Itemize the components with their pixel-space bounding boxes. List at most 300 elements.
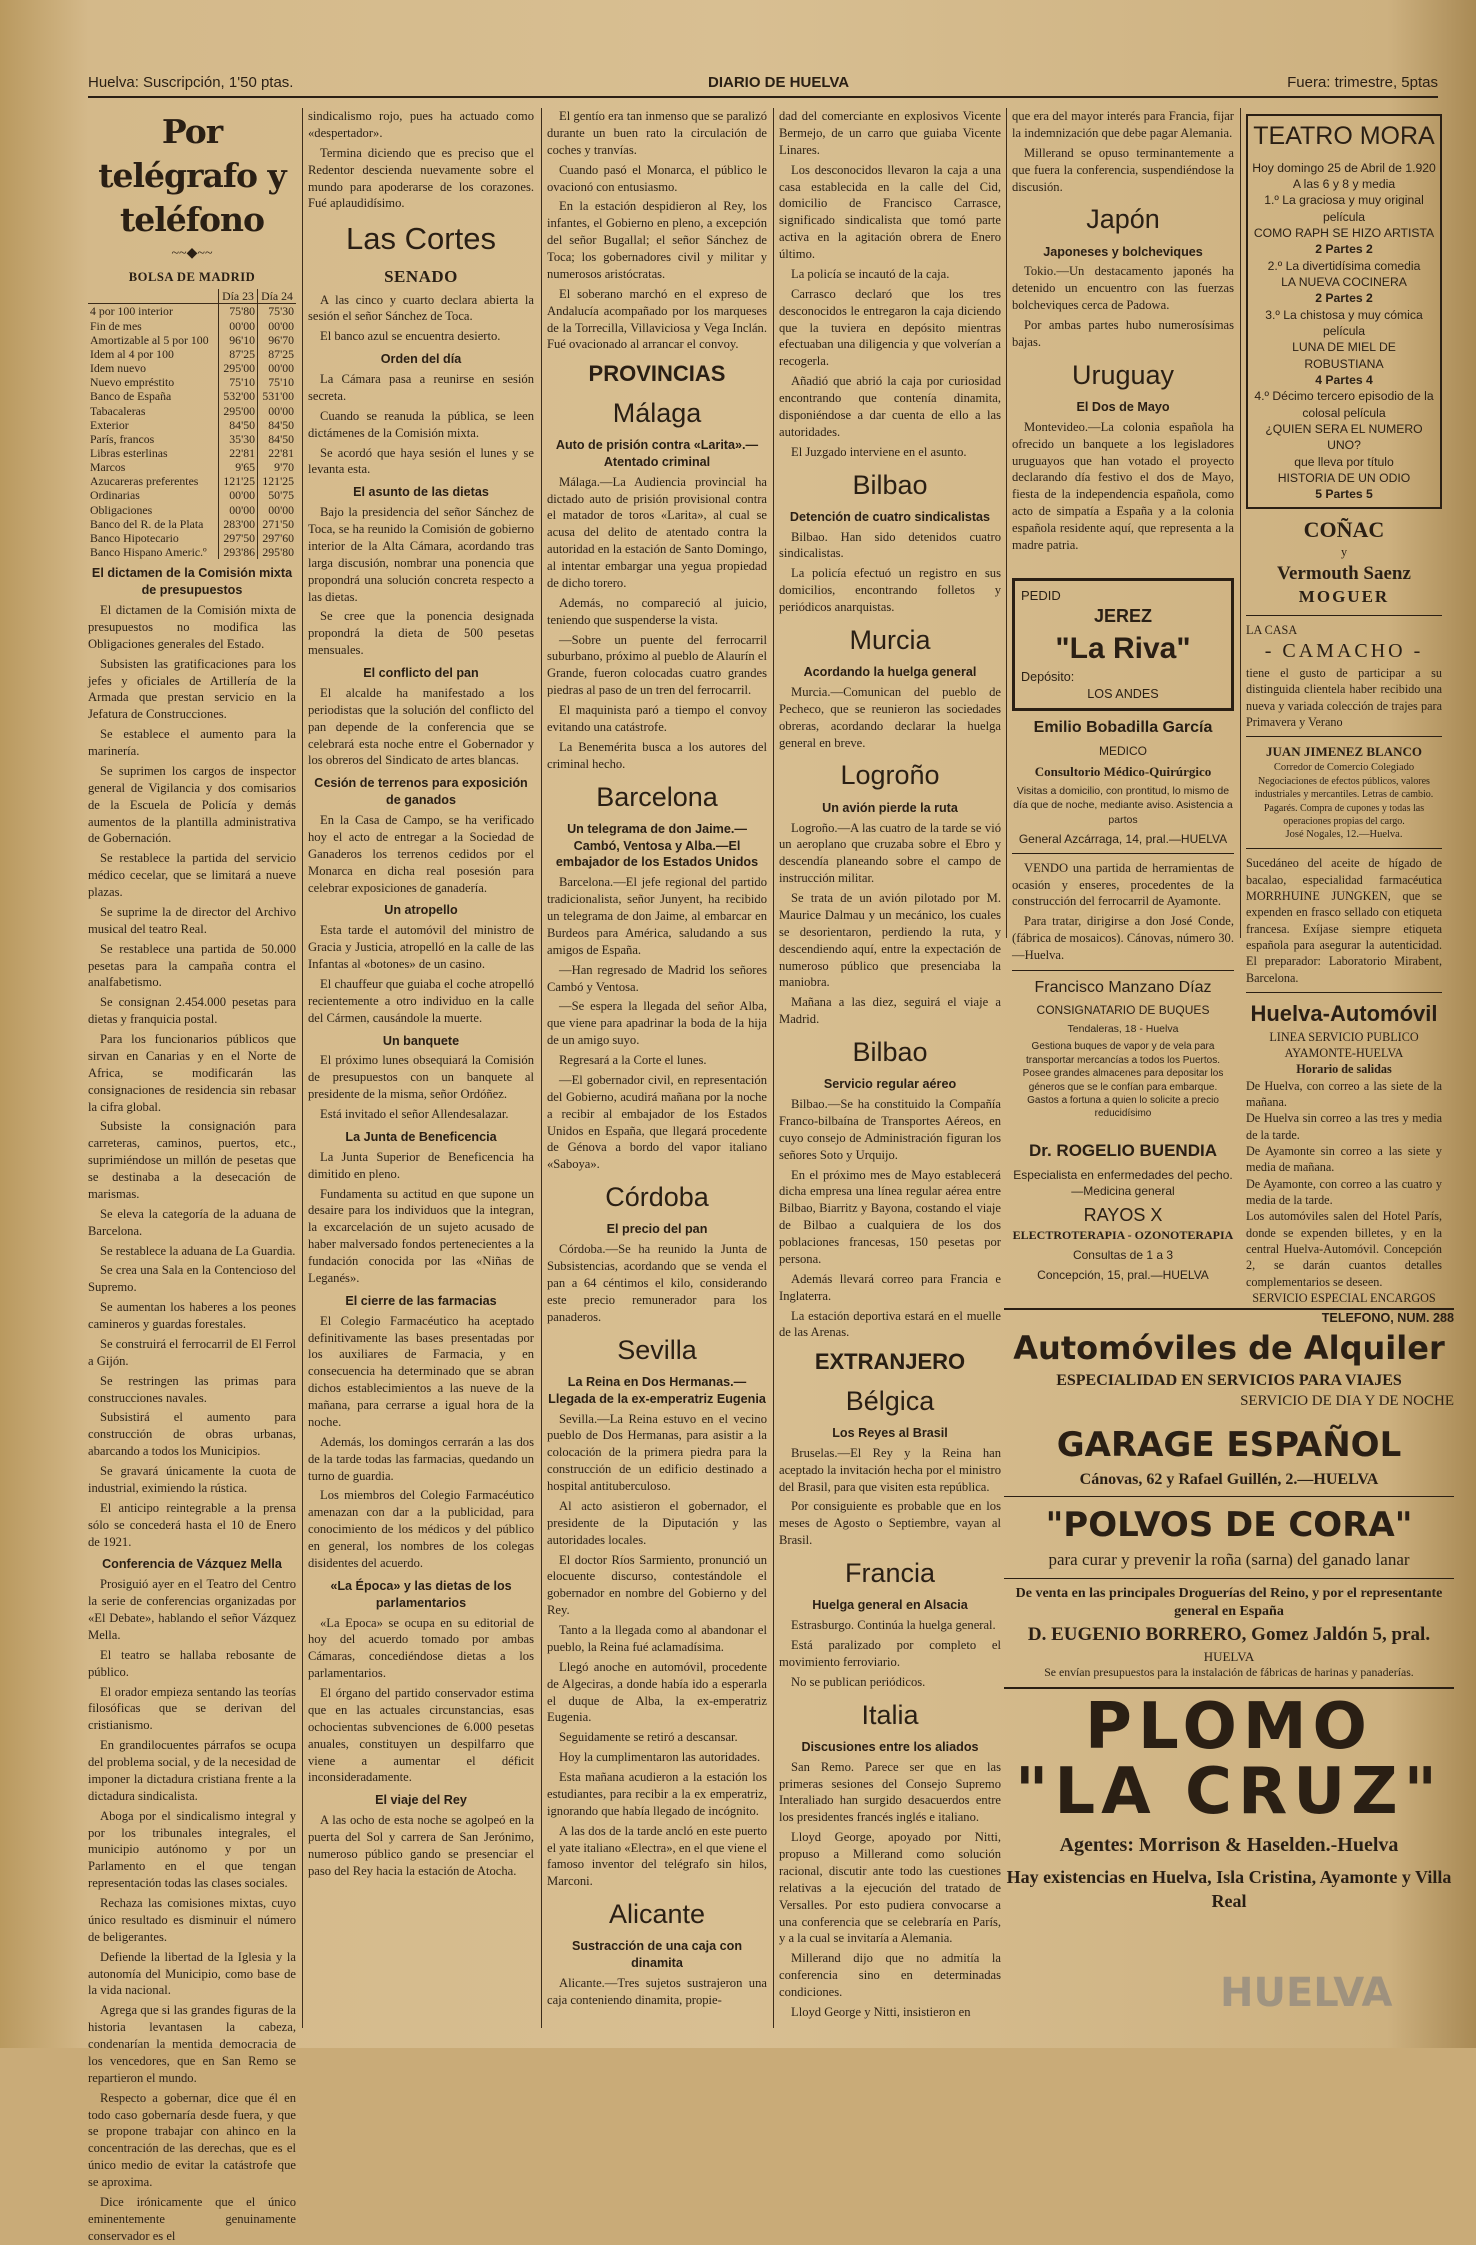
article-paragraph: Bajo la presidencia del señor Sánchez de Toca, se ha reunido la Comisión de gobierno interior de la Alta Cámara, acordando tras larga discusión, nombrar una ponencia que propondrá una solución concreta respecto a las dietas.	[308, 505, 534, 604]
article-paragraph: Respecto a gobernar, dice que él en todo caso gobernaría desde fuera, y que se propone trabajar con ahinco en la concentración de las derechas, que es el único medio de evitar la catástrofe que se aproxima.	[88, 2090, 296, 2189]
text-line: Hay existencias en Huelva, Isla Cristina, Ayamonte y Villa Real	[1006, 1866, 1452, 1911]
text-line: Cánovas, 62 y Rafael Guillén, 2.—HUELVA	[1079, 1470, 1379, 1488]
city-title: Bilbao	[852, 469, 928, 500]
teatro-ad	[1246, 114, 1442, 509]
archive-stamp: HUELVA	[1220, 1970, 1393, 2016]
article-paragraph: El alcalde ha manifestado a los periodistas que la solución del conflicto del pan depende de la conferencia que se celebrará esta noche entre el Gobernador y los obreros del Sindicato de artes blancas.	[308, 685, 534, 768]
text-line: LA CASA	[1246, 622, 1298, 637]
section-cortes: Las Cortes	[346, 221, 496, 257]
article-paragraph: —Se espera la llegada del señor Alba, que viene para apadrinar la boda de la hija de un amigo suyo.	[547, 999, 767, 1048]
headline: El cierre de las farmacias	[345, 1293, 497, 1308]
text-line: D. EUGENIO BORRERO, Gomez Jaldón 5, pral.	[1027, 1624, 1431, 1646]
article-paragraph: Está invitado el señor Allendesalazar.	[320, 1107, 509, 1122]
senado-title: SENADO	[384, 266, 458, 286]
bolsa-row	[88, 418, 296, 432]
text-line: HISTORIA DE UN ODIO	[1277, 471, 1411, 486]
headline: El asunto de las dietas	[353, 485, 489, 500]
text-line: LA NUEVA COCINERA	[1281, 274, 1407, 289]
text-line: 9'70	[258, 460, 296, 474]
article-paragraph: Mañana a las diez, seguirá el viaje a Madrid.	[779, 995, 1001, 1027]
text-line: Gestiona buques de vapor y de vela para transportar mercancías a todos los Puertos. Posee grandes almacenes para depositar los géneros que se le confían para embarque. Gastos a fortuna a quien lo solicite a precio reducidísimo	[1022, 1041, 1224, 1120]
column-2	[308, 108, 534, 2028]
column-5-ads	[1012, 572, 1234, 1120]
masthead-right: Fuera: trimestre, 5ptas	[1287, 74, 1438, 91]
article-paragraph: El soberano marchó en el expreso de Andalucía acompañado por los marqueses de la Torrecilla, Villaviciosa y Vega Inclán. Fué ovacionado al arrancar el convoy.	[547, 286, 767, 352]
text-line: "POLVOS DE CORA"	[1045, 1505, 1413, 1546]
text-line: Dr. ROGELIO BUENDIA	[1029, 1141, 1217, 1160]
city-title: Barcelona	[596, 781, 718, 812]
article-paragraph: A las ocho de esta noche se agolpeó en la puerta del Sol y carrera de San Jerónimo, numeroso público gando se presenciar el paso del Rey hacia la estación de Atocha.	[308, 1813, 534, 1878]
article-paragraph: Se crea una Sala en la Contencioso del Supremo.	[88, 1263, 296, 1295]
text-line: General Azcárraga, 14, pral.—HUELVA	[1018, 831, 1228, 846]
article-paragraph: Además, no compareció al juicio, teniendo que suspenderse la vista.	[547, 595, 767, 627]
article-paragraph: Aboga por el sindicalismo integral y por los tribunales integrales, el municipio autónomo y por un Parlamento en el que tengan representación todas las clases sociales.	[88, 1808, 296, 1891]
article-paragraph: —Han regresado de Madrid los señores Cambó y Ventosa.	[547, 962, 767, 994]
text-line: Automóviles de Alquiler	[1013, 1328, 1445, 1367]
text-line: Amortizable al 5 por 100	[90, 332, 209, 347]
headline: La Reina en Dos Hermanas.—Llegada de la ex-emperatriz Eugenia	[548, 1374, 766, 1406]
article-paragraph: Subsisten las gratificaciones para los jefes y oficiales de Artillería de la Armada que prestan servicio en la Jefatura de Construcciones.	[88, 656, 296, 722]
text-line: PLOMO	[1085, 1689, 1373, 1764]
text-line: 4 por 100 interior	[90, 304, 173, 319]
bolsa-row	[88, 460, 296, 474]
text-line: 9'65	[219, 460, 258, 474]
article-paragraph: Córdoba.—Se ha reunido la Junta de Subsistencias, acordando que se venda el pan a 64 céntimos el kilo, considerando este precio remunerador para los panaderos.	[547, 1242, 767, 1324]
text-line: Idem al 4 por 100	[90, 346, 174, 361]
text-line: LUNA DE MIEL DE ROBUSTIANA	[1292, 340, 1396, 371]
headline: Acordando la huelga general	[803, 665, 977, 680]
text-line: TELEFONO, NUM. 288	[1004, 1308, 1454, 1327]
text-line: París, francos	[90, 431, 155, 446]
text-line: 96'70	[258, 333, 296, 347]
headline: «La Época» y las dietas de los parlamentarios	[330, 1578, 512, 1610]
article-paragraph: Sevilla.—La Reina estuvo en el vecino pueblo de Dos Hermanas, para asistir a la colocación de la primera piedra para la construcción de un edificio destinado a hospital antituberculoso.	[547, 1411, 767, 1494]
article-paragraph: Se eleva la categoría de la aduana de Barcelona.	[88, 1206, 296, 1238]
article-paragraph: —Sobre un puente del ferrocarril suburbano, próximo al pueblo de Alaurín el Grande, fueron colocadas cuatro grandes piedras al paso de un tren del ferrocarril.	[547, 632, 767, 698]
text-line: Los automóviles salen del Hotel París, donde se expenden billetes, y en la central Huelva-Automóvil. Concepción 2, se darán cuantos detalles complementarios se deseen.	[1246, 1209, 1442, 1289]
text-line: MOGUER	[1298, 586, 1390, 606]
text-line: LOS ANDES	[1087, 686, 1159, 701]
text-line: 531'00	[258, 389, 296, 403]
article-paragraph: En grandilocuentes párrafos se ocupa del problema social, y de la necesidad de imponer la dictadura cristiana frente a la dictadura sindicalista.	[88, 1738, 296, 1803]
bolsa-row	[88, 545, 296, 559]
masthead-center: DIARIO DE HUELVA	[708, 74, 850, 91]
article-paragraph: Por consiguiente es probable que en los meses de Agosto o Septiembre, vayan al Brasil.	[779, 1499, 1001, 1548]
bolsa-row	[88, 446, 296, 460]
article-paragraph: La policía efectuó un registro en sus domicilios, encontrando folletos y periódicos anarquistas.	[779, 566, 1001, 615]
text-line: 00'00	[258, 503, 296, 517]
article-paragraph: El anticipo reintegrable a la prensa sólo se concederá hasta el 10 de Enero de 1921.	[88, 1500, 296, 1549]
text-line: Fin de mes	[90, 318, 142, 333]
text-line: Idem nuevo	[90, 361, 147, 376]
bottom-right-ads	[1004, 1308, 1454, 2038]
masthead-left: Huelva: Suscripción, 1'50 ptas.	[88, 74, 294, 91]
article-paragraph: Para los funcionarios públicos que sirvan en Canarias y en el Norte de Africa, se modificarán las consignaciones de residencia sin rebasar la cifra global.	[88, 1032, 296, 1114]
headline: Orden del día	[380, 352, 462, 367]
text-line: 3.º La chistosa y muy cómica película	[1265, 307, 1423, 338]
article-paragraph: Agrega que si las grandes figuras de la historia levantasen la cabeza, condenarían la mentida democracia de los vencedores, que en San Remo se repartieron el mundo.	[88, 2003, 296, 2085]
text-line: A las 6 y 8 y media	[1292, 176, 1396, 191]
headline: La Junta de Beneficencia	[345, 1129, 497, 1144]
text-line: GARAGE ESPAÑOL	[1056, 1425, 1402, 1466]
text-line: JEREZ	[1093, 606, 1153, 627]
article-paragraph: Se trata de un avión pilotado por M. Maurice Dalmau y un mecánico, los cuales se desorientaron, perdiendo la ruta, y descendiendo aquí, entre la expectación de numeroso público que presenciaba la maniobra.	[779, 891, 1001, 990]
article-paragraph: El gentío era tan inmenso que se paralizó durante un buen rato la circulación de coches y tranvías.	[547, 109, 767, 157]
text-line: TEATRO MORA	[1253, 122, 1435, 150]
text-line: tiene el gusto de participar a su distinguida clientela haber recibido una nueva y variada colección de trajes para Primavera y Verano	[1246, 665, 1442, 729]
article-paragraph: Se restablece la partida del servicio médico cecelar, que se limitará a nueve plazas.	[88, 851, 296, 899]
text-line: JUAN JIMENEZ BLANCO	[1265, 744, 1422, 760]
bolsa-row	[88, 347, 296, 361]
city-title: Logroño	[840, 760, 940, 791]
text-line: Concepción, 15, pral.—HUELVA	[1037, 1268, 1209, 1283]
article-paragraph: Al acto asistieron el gobernador, el presidente de la Diputación y las autoridades locales.	[547, 1498, 767, 1547]
article-paragraph: Cuando se reanuda la pública, se leen dictámenes de la Comisión mixta.	[308, 408, 534, 440]
city-title: Bilbao	[852, 1037, 928, 1068]
text-line: 75'80	[219, 304, 258, 319]
section-provincias: PROVINCIAS	[588, 361, 726, 387]
column-1	[88, 108, 296, 2243]
article-paragraph: El chauffeur que guiaba el coche atropelló recientemente a otro individuo en la calle del Cármen, causándole la muerte.	[308, 976, 534, 1025]
text-line: Se envían presupuestos para la instalación de fábricas de harinas y panaderías.	[1044, 1664, 1414, 1679]
article-paragraph: El próximo lunes obsequiará la Comisión de presupuestos con un banquete al presidente de la misma, señor Ordóñez.	[308, 1053, 534, 1102]
text-line: 00'00	[219, 503, 258, 517]
headline: El conflicto del pan	[363, 666, 479, 681]
text-line: 2.º La divertidísima comedia	[1267, 258, 1421, 273]
bolsa-title: BOLSA DE MADRID	[128, 270, 256, 285]
article-paragraph: Tanto a la llegada como al abandonar el pueblo, la Reina fué aclamadísima.	[547, 1623, 767, 1654]
article-paragraph: Se construirá el ferrocarril de El Ferrol a Gijón.	[88, 1336, 296, 1368]
text-line: De Huelva sin correo a las tres y media de la tarde.	[1246, 1111, 1442, 1142]
article-paragraph: Se establece el aumento para la marinería.	[88, 727, 296, 758]
text-line: Sucedáneo del aceite de hígado de bacalao, especialidad farmacéutica MORRHUINE JUNGKEN, que se expenden en frasco sellado con etiqueta francesa. Exíjase siempre etiqueta española para asegurar la autenticidad. El preparador: Laboratorio Mirabent, Barcelona.	[1246, 856, 1442, 985]
headline: Auto de prisión contra «Larita».—Atentado criminal	[555, 437, 759, 469]
article-paragraph: Subsistirá el aumento para construcción de obras urbanas, abarcando a todos los Municipios.	[88, 1410, 296, 1459]
article-paragraph: Regresará a la Corte el lunes.	[559, 1053, 707, 1068]
text-line: CONSIGNATARIO DE BUQUES	[1036, 1003, 1210, 1018]
bolsa-row	[88, 531, 296, 545]
article-paragraph: Seguidamente se retiró a descansar.	[559, 1730, 738, 1745]
article-paragraph: Rechaza las comisiones mixtas, cuyo único resultado es disminuir el número de beligerantes.	[88, 1896, 296, 1944]
bolsa-row	[88, 319, 296, 333]
article-paragraph: San Remo. Parece ser que en las primeras sesiones del Consejo Supremo Interaliado han surgido desacuerdos entre los presidentes francés inglés e italiano.	[779, 1759, 1001, 1825]
bolsa-row	[88, 404, 296, 418]
text-line: 297'60	[258, 531, 296, 545]
text-line: Azucareras preferentes	[90, 474, 199, 489]
article-paragraph: Esta mañana acudieron a la estación los estudiantes, para recibir a la ex emperatriz, ignorando que había llegado de incógnito.	[547, 1770, 767, 1818]
article-paragraph: Hoy la cumplimentaron las autoridades.	[559, 1750, 761, 1765]
headline: Discusiones entre los aliados	[801, 1739, 979, 1754]
text-line: y	[1340, 545, 1348, 560]
text-line: Emilio Bobadilla García	[1033, 719, 1213, 737]
text-line: AYAMONTE-HUELVA	[1284, 1045, 1404, 1060]
article-paragraph: Cuando pasó el Monarca, el público le ovacionó con entusiasmo.	[547, 162, 767, 194]
article-paragraph: que era del mayor interés para Francia, fijar la indemnización que debe pagar Alemania.	[1012, 109, 1234, 140]
bolsa-row	[88, 333, 296, 347]
text-line: Tabacaleras	[90, 403, 146, 418]
article-paragraph: dad del comerciante en explosivos Vicente Bermejo, de un carro que guiaba Vicente Linares.	[779, 109, 1001, 157]
bolsa-row	[88, 432, 296, 446]
article-paragraph: Esta tarde el automóvil del ministro de Gracia y Justicia, atropelló en la calle de las Infantas al «botones» de un casino.	[308, 923, 534, 972]
article-paragraph: Fundamenta su actitud en que supone un desaire para los individuos que la integran, la excarcelación de un sujeto acusado de haber malversado fondos pertenecientes a la fundación conocida por las «Niñas de Leganés».	[308, 1186, 534, 1285]
article-paragraph: En la Casa de Campo, se ha verificado hoy el acto de entregar a la Sociedad de Ganaderos los terrenos cedidos por el Monarca en dicha real posesión para celebrar exposiciones de ganadería.	[308, 813, 534, 895]
article-paragraph: Millerand se opuso terminantemente a que fuera la conferencia, suspendiéndose la discusión.	[1012, 145, 1234, 194]
text-line: Agentes: Morrison & Haselden.-Huelva	[1059, 1833, 1399, 1856]
text-line: RAYOS X	[1083, 1204, 1163, 1225]
text-line: ¿QUIEN SERA EL NUMERO UNO?	[1265, 422, 1423, 453]
article-paragraph: VENDO una partida de herramientas de ocasión y enseres, procedentes de la construcción del ferrocarril de Ayamonte.	[1012, 860, 1234, 909]
article-paragraph: Se restringen las primas para construcciones navales.	[88, 1373, 296, 1405]
headline: Detención de cuatro sindicalistas	[789, 509, 991, 524]
text-line: Banco Hipotecario	[90, 530, 179, 545]
text-line: que lleva por título	[1294, 454, 1394, 469]
article-paragraph: En el próximo mes de Mayo establecerá dicha empresa una línea regular aérea entre Bilbao, Biarritz y Bayona, costando el viaje de Bilbao a cualquiera de los dos poblaciones francesas, 150 pesetas por persona.	[779, 1167, 1001, 1266]
article-paragraph: Estrasburgo. Continúa la huelga general.	[791, 1618, 996, 1633]
headline: Servicio regular aéreo	[823, 1077, 957, 1092]
headline: Un avión pierde la ruta	[822, 800, 958, 815]
text-line: MEDICO	[1099, 743, 1147, 758]
article-paragraph: El doctor Ríos Sarmiento, pronunció un elocuente discurso, contestándole el gobernador en nombre del Gobierno y del Rey.	[547, 1552, 767, 1618]
text-line: 00'00	[258, 361, 296, 375]
bolsa-row	[88, 503, 296, 517]
text-line: Marcos	[90, 460, 126, 475]
text-line: 00'00	[258, 319, 296, 333]
text-line: - CAMACHO -	[1264, 640, 1424, 663]
article-paragraph: Los miembros del Colegio Farmacéutico amenazan con dar a la publicidad, para conocimiento de los médicos y del público en general, los nombres de los colegas disidentes del acuerdo.	[308, 1488, 534, 1570]
city-title: Japón	[1086, 204, 1160, 235]
article-paragraph: Dice irónicamente que el único eminentemente genuinamente conservador es el	[88, 2194, 296, 2243]
text-line: Consultorio Médico-Quirúrgico	[1034, 763, 1212, 779]
article-paragraph: sindicalismo rojo, pues ha actuado como «despertador».	[308, 109, 534, 140]
article-paragraph: Prosiguió ayer en el Teatro del Centro la serie de conferencias organizadas por «El Debate», hablando el señor Vázquez Mella.	[88, 1577, 296, 1642]
text-line: 87'25	[258, 347, 296, 361]
article-paragraph: Para tratar, dirigirse a don José Conde, (fábrica de mosaicos). Cánovas, número 30.—Huelva.	[1012, 914, 1234, 963]
headline: El precio del pan	[606, 1222, 708, 1237]
headline: Un banquete	[382, 1033, 460, 1048]
text-line: De Huelva, con correo a las siete de la mañana.	[1246, 1078, 1442, 1109]
bolsa-row	[88, 389, 296, 403]
article-paragraph: La Junta Superior de Beneficencia ha dimitido en pleno.	[308, 1149, 534, 1181]
text-line: Vermouth Saenz	[1277, 562, 1411, 584]
article-paragraph: Además, los domingos cerrarán a las dos de la tarde todas las farmacias, quedando un turno de guardia.	[308, 1434, 534, 1483]
article-paragraph: El maquinista paró a tiempo el convoy evitando una catástrofe.	[547, 703, 767, 734]
headline: Japoneses y bolcheviques	[1043, 244, 1203, 259]
text-line: 4 Partes 4	[1315, 372, 1373, 387]
text-line: Visitas a domicilio, con prontitud, lo mismo de día que de noche, mediante aviso. Asistencia a partos	[1013, 785, 1233, 826]
article-paragraph: Añadió que abrió la caja por curiosidad encontrando que contenía dinamita, disponiéndose a dar cuenta de ello a las autoridades.	[779, 374, 1001, 439]
article-paragraph: Además llevará correo para Francia e Inglaterra.	[779, 1271, 1001, 1303]
city-title: Sevilla	[617, 1334, 697, 1365]
text-line: Nuevo empréstito	[90, 375, 175, 390]
bolsa-row	[88, 304, 296, 319]
text-line: Consultas de 1 a 3	[1072, 1248, 1174, 1263]
text-line: 295'80	[258, 545, 296, 559]
article-paragraph: —El gobernador civil, en representación del Gobierno, acudirá mañana por la noche a recibir al embajador de los Estados Unidos en España, que llegará procedente de Génova a bordo del vapor italiano «Saboya».	[547, 1072, 767, 1172]
text-line: 297'50	[219, 531, 258, 545]
article-paragraph: Bilbao. Han sido detenidos cuatro sindicalistas.	[779, 529, 1001, 561]
text-line: 22'81	[258, 446, 296, 460]
text-line: 295'00	[219, 404, 258, 418]
text-line: 50'75	[258, 488, 296, 502]
headline: Los Reyes al Brasil	[832, 1425, 948, 1440]
article-paragraph: Tokio.—Un destacamento japonés ha detenido un encuentro con las fuerzas bolcheviques cerca de Padowa.	[1012, 264, 1234, 313]
article-paragraph: Alicante.—Tres sujetos sustrajeron una caja conteniendo dinamita, propie-	[547, 1976, 767, 2007]
text-line: Especialista en enfermedades del pecho.—Medicina general	[1013, 1167, 1233, 1198]
text-line: Ordinarias	[90, 488, 140, 503]
article-paragraph: La policía se incautó de la caja.	[791, 266, 950, 281]
section-title: Por telégrafo y teléfono	[98, 112, 286, 240]
article-paragraph: Se restablece la aduana de La Guardia.	[100, 1243, 296, 1258]
headline: El viaje del Rey	[375, 1793, 467, 1808]
article-paragraph: El órgano del partido conservador estima que en las actuales circunstancias, esas ochocientas subvenciones de 6.000 pesetas anuales, constituyen un despilfarro que viene a aumentar el déficit inconsideradamente.	[308, 1686, 534, 1785]
city-title: Málaga	[612, 397, 702, 428]
article-paragraph: Los desconocidos llevaron la caja a una casa establecida en la calle del Cid, domicilio de Francisco Carrasce, significado sindicalista que tomó parte activa en la agitación obrera de Enero último.	[779, 162, 1001, 261]
article-paragraph: Se consignan 2.454.000 pesetas para dietas y franquicia postal.	[88, 995, 296, 1027]
article-paragraph: Se acordó que haya sesión el lunes y se levanta esta.	[308, 445, 534, 477]
column-3	[547, 108, 767, 2028]
article-paragraph: A las cinco y cuarto declara abierta la sesión el señor Sánchez de Toca.	[308, 292, 534, 324]
text-line: 84'50	[219, 418, 258, 432]
city-title: Bélgica	[845, 1385, 935, 1416]
article-paragraph: Lloyd George, apoyado por Nitti, propuso a Millerand como solución racional, discutir ante todo las cuestiones relativas a la ejecución del tratado de Versalles. Por esto pudiera convocarse a una conferencia que se celebraría en París, y a la cual se invitaría a Alemania.	[779, 1830, 1001, 1946]
article-paragraph: Llegó anoche en automóvil, procedente de Algeciras, a donde había ido a esperarla el duque de Alba, la ex-emperatriz Eugenia.	[547, 1659, 767, 1725]
text-line: 2 Partes 2	[1315, 291, 1373, 306]
bolsa-table	[88, 289, 296, 559]
text-line: 121'25	[219, 474, 258, 488]
text-line: Huelva-Automóvil	[1250, 1001, 1438, 1027]
text-line: 2 Partes 2	[1315, 242, 1373, 257]
text-line: 75'10	[258, 375, 296, 389]
article-paragraph: El banco azul se encuentra desierto.	[320, 329, 501, 344]
column-4	[779, 108, 1001, 2028]
article-paragraph: Bruselas.—El Rey y la Reina han aceptado la invitación hecha por el ministro del Brasil, para que visiten esta república.	[779, 1445, 1001, 1494]
headline: Cesión de terrenos para exposición de ganados	[314, 776, 528, 808]
text-line: 35'30	[219, 432, 258, 446]
text-line: Libras esterlinas	[90, 446, 168, 460]
text-line: 00'00	[219, 488, 258, 502]
headline: Un atropello	[384, 903, 458, 918]
text-line: SERVICIO DE DIA Y DE NOCHE	[1240, 1393, 1454, 1410]
masthead	[88, 70, 1438, 98]
text-line: Día 24	[258, 289, 296, 304]
text-line: PEDID	[1021, 588, 1061, 603]
article-paragraph: Se aumentan los haberes a los peones camineros y guardas forestales.	[88, 1300, 296, 1331]
text-line: 22'81	[219, 446, 258, 460]
bolsa-row	[88, 517, 296, 531]
article-paragraph: No se publican periódicos.	[791, 1674, 926, 1689]
text-line: "La Riva"	[1055, 631, 1191, 665]
article-paragraph: Millerand dijo que no admitía la conferencia sino en determinadas condiciones.	[779, 1951, 1001, 2000]
text-line: Hoy domingo 25 de Abril de 1.920	[1252, 160, 1436, 175]
text-line: Día 23	[219, 289, 258, 304]
article-paragraph: Por ambas partes hubo numerosísimas bajas.	[1012, 318, 1234, 349]
bolsa-row	[88, 488, 296, 502]
article-paragraph: «La Epoca» se ocupa en su editorial de hoy del acuerdo tomado por ambas Cámaras, concediéndose dietas a los parlamentarios.	[308, 1615, 534, 1681]
city-title: Uruguay	[1071, 359, 1175, 390]
article-paragraph: El Colegio Farmacéutico ha aceptado definitivamente las bases presentadas por los auxiliares de Farmacia, y en consecuencia ha determinado que se abran dichos establecimientos a las nueve de la mañana, para cerrarse a igual hora de la noche.	[308, 1313, 534, 1429]
text-line: 96'10	[219, 333, 258, 347]
headline: Un telegrama de don Jaime.—Cambó, Ventosa y Alba.—El embajador de los Estados Unidos	[555, 821, 759, 870]
text-line: 84'50	[258, 432, 296, 446]
article-paragraph: Se cree que la ponencia designada propondrá la dieta de 500 pesetas mensuales.	[308, 609, 534, 658]
text-line: "LA CRUZ"	[1015, 1754, 1443, 1829]
article-paragraph: En la estación despidieron al Rey, los infantes, el Gobierno en pleno, a excepción del señor Bugallal; el señor Sánchez de Toca; los gobernadores civil y militar y numerosos aristócratas.	[547, 199, 767, 281]
headline: El Dos de Mayo	[1076, 399, 1170, 414]
text-line: HUELVA	[1203, 1648, 1255, 1664]
article-paragraph: Bilbao.—Se ha constituido la Compañía Franco-bilbaína de Transportes Aéreos, en cuyo consejo de Administración figuran los señores Soto y Urquijo.	[779, 1097, 1001, 1162]
article-paragraph: Logroño.—A las cuatro de la tarde se vió un aeroplano que cruzaba sobre el Ebro y descendía planeando sobre el campo de instrucción militar.	[779, 820, 1001, 886]
text-line: 84'50	[258, 418, 296, 432]
article-paragraph: Murcia.—Comunican del pueblo de Pecheco, que se reunieron las sociedades obreras, acordando declarar la huelga general en breve.	[779, 684, 1001, 750]
article-paragraph: Subsiste la consignación para carreteras, caminos, puertos, etc., suprimiéndose un millón de pesetas que se destinaba a la desecación de marismas.	[88, 1119, 296, 1201]
text-line: COMO RAPH SE HIZO ARTISTA	[1253, 225, 1435, 240]
headline: Huelga general en Alsacia	[812, 1598, 968, 1613]
text-line: 271'50	[258, 517, 296, 531]
article-paragraph: Carrasco declaró que los tres desconocidos le entregaron la caja diciendo que la tuviera en depósito mientras efectuaban una diligencia y que volverían a recogerla.	[779, 286, 1001, 369]
article-paragraph: Montevideo.—La colonia española ha ofrecido un banquete a los legisladores uruguayos que han votado el proyecto declarando día festivo el dos de Mayo, fiesta de la independencia española, como acto de simpatía a España y a la colonia española residente aquí, que representa a la madre patria.	[1012, 419, 1234, 552]
text-line: 00'00	[219, 319, 258, 333]
text-line: Exterior	[90, 417, 129, 432]
city-title: Murcia	[849, 624, 931, 655]
text-line: ELECTROTERAPIA - OZONOTERAPIA	[1012, 1228, 1234, 1243]
text-line: para curar y prevenir la roña (sarna) del ganado lanar	[1048, 1549, 1410, 1569]
article-paragraph: Está paralizado por completo el movimiento ferroviario.	[779, 1638, 1001, 1669]
headline: El dictamen de la Comisión mixta de presupuestos	[91, 566, 293, 598]
jerez-ad	[1012, 578, 1234, 711]
bolsa-row	[88, 474, 296, 488]
text-line: 00'00	[258, 404, 296, 418]
text-line: Banco del R. de la Plata	[90, 516, 204, 531]
text-line: 75'30	[258, 304, 296, 319]
text-line: 87'25	[219, 347, 258, 361]
city-title: Francia	[844, 1558, 936, 1589]
section-extranjero: EXTRANJERO	[814, 1349, 966, 1375]
text-line: 532'00	[219, 389, 258, 403]
article-paragraph: Termina diciendo que es preciso que el Redentor descienda nuevamente sobre el mundo para apoderarse de los corazones. Fué aplaudidísimo.	[308, 145, 534, 211]
article-paragraph: Se restablece una partida de 50.000 pesetas para la campaña contra el analfabetismo.	[88, 941, 296, 990]
text-line: ESPECIALIDAD EN SERVICIOS PARA VIAJES	[1056, 1371, 1402, 1389]
text-line: SERVICIO ESPECIAL ENCARGOS	[1252, 1291, 1436, 1306]
buendia-ad	[1012, 1140, 1234, 1283]
article-paragraph: El teatro se hallaba rebosante de público.	[88, 1647, 296, 1679]
article-paragraph: La Cámara pasa a reunirse en sesión secreta.	[308, 372, 534, 403]
article-paragraph: Barcelona.—El jefe regional del partido tradicionalista, señor Junyent, ha recibido un telegrama de don Jaime, al embarcar en Burdeos para América, saludando a sus amigos de España.	[547, 875, 767, 957]
text-line: Corredor de Comercio Colegiado	[1273, 761, 1415, 773]
text-line: José Nogales, 12.—Huelva.	[1285, 829, 1403, 841]
city-title: Alicante	[608, 1899, 706, 1930]
text-line: Tendaleras, 18 - Huelva	[1067, 1023, 1179, 1036]
text-line: Negociaciones de efectos públicos, valores industriales y mercantiles. Letras de cambio. Pagarés. Compra de cupones y todas las operaciones propias del cargo.	[1254, 775, 1434, 827]
text-line: LINEA SERVICIO PUBLICO	[1269, 1029, 1419, 1044]
text-line: De Ayamonte sin correo a las siete y media de mañana.	[1246, 1143, 1442, 1175]
text-line: De Ayamonte, con correo a las cuatro y media de la tarde.	[1246, 1176, 1442, 1208]
text-line: Francisco Manzano Díaz	[1034, 978, 1212, 996]
article-paragraph: Lloyd George y Nitti, insistieron en	[791, 2004, 971, 2019]
column-5	[1012, 108, 1234, 568]
article-paragraph: El dictamen de la Comisión mixta de presupuestos no modifica las Obligaciones generales del Estado.	[88, 603, 296, 651]
text-line: 295'00	[219, 361, 258, 375]
headline: Conferencia de Vázquez Mella	[102, 1557, 282, 1572]
column-6	[1246, 108, 1442, 1306]
text-line: 1.º La graciosa y muy original película	[1264, 193, 1424, 224]
headline: Sustracción de una caja con dinamita	[571, 1939, 743, 1971]
article-paragraph: El Juzgado interviene en el asunto.	[791, 444, 967, 459]
article-paragraph: Málaga.—La Audiencia provincial ha dictado auto de prisión provisional contra el matador de toros «Larita», al cual se acusa del delito de atentado contra la autoridad en la estación de Santo Domingo, al intentar embargar una yegua propiedad de dicho torero.	[547, 474, 767, 590]
text-line: Depósito:	[1021, 669, 1075, 684]
text-line: Banco Hispano Americ.º	[90, 545, 207, 560]
text-line: Horario de salidas	[1296, 1062, 1392, 1077]
bolsa-row	[88, 361, 296, 375]
